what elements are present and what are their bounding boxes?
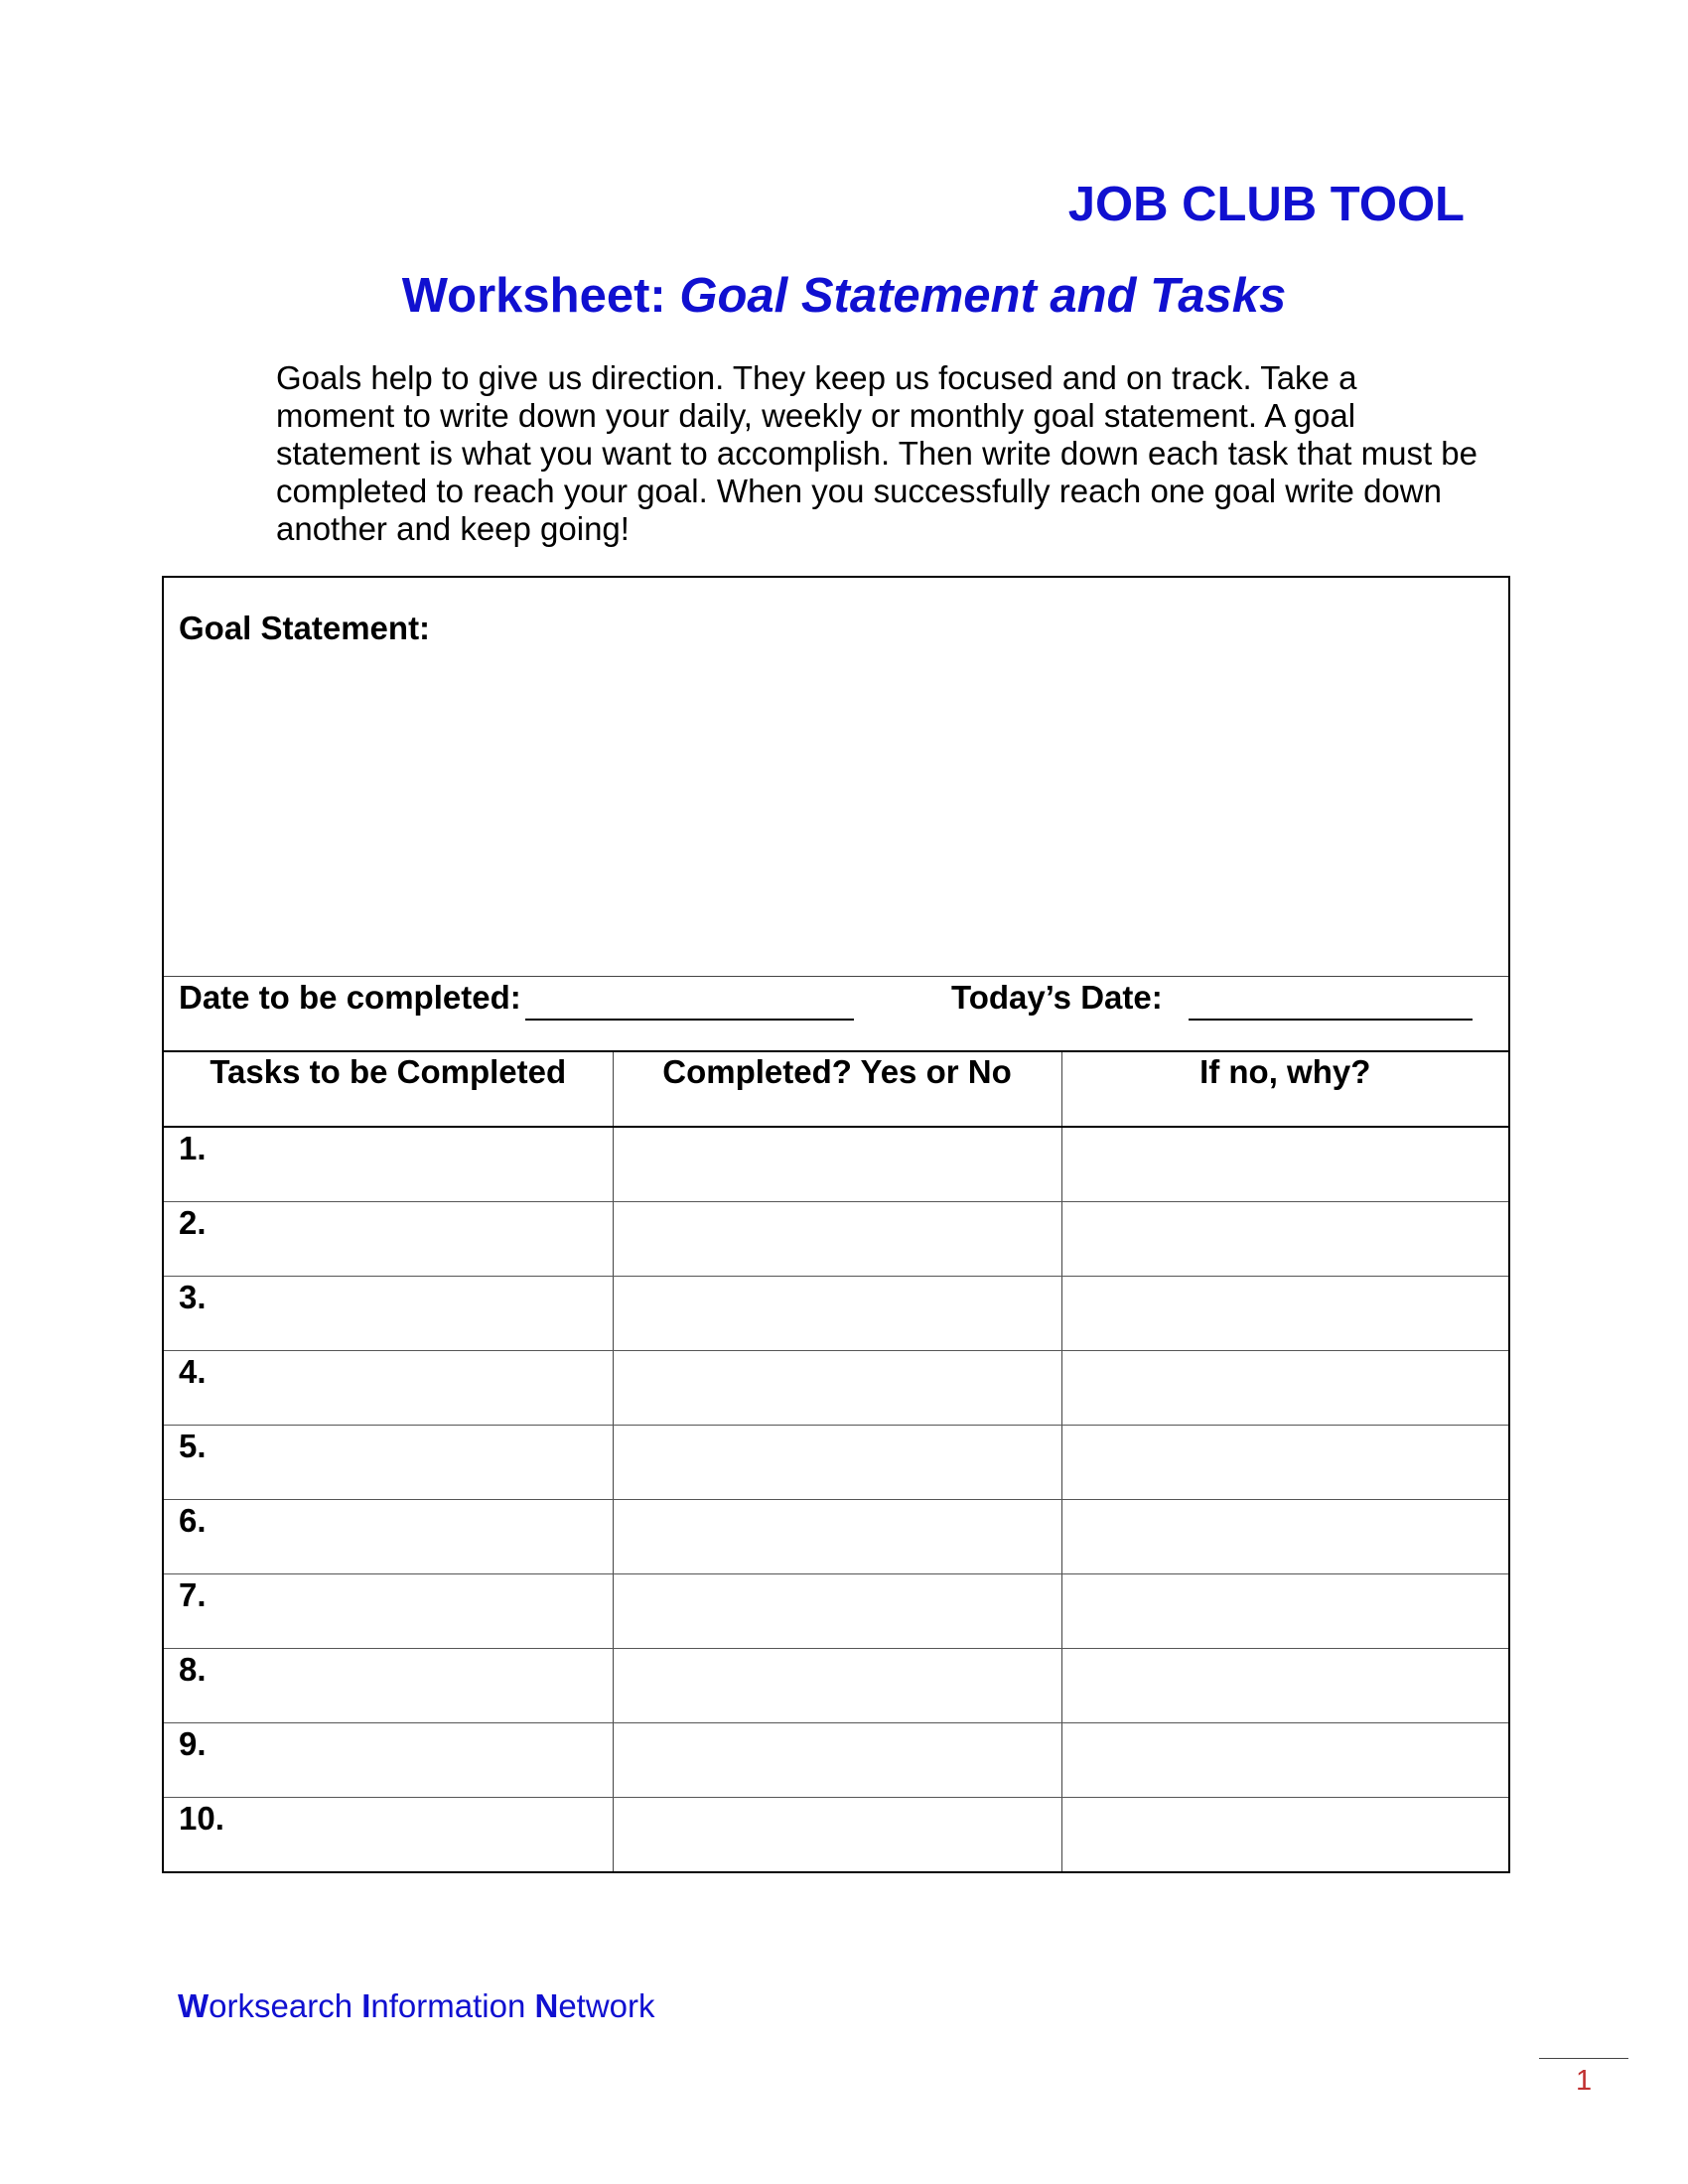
footer-initial: W xyxy=(178,1987,210,2024)
completed-cell[interactable] xyxy=(613,1573,1061,1648)
completed-cell[interactable] xyxy=(613,1201,1061,1276)
column-header-completed: Completed? Yes or No xyxy=(613,1052,1061,1127)
footer-text: orksearch xyxy=(209,1987,362,2024)
goal-statement-label: Goal Statement: xyxy=(179,610,431,646)
completed-cell[interactable] xyxy=(613,1722,1061,1797)
reason-cell[interactable] xyxy=(1061,1127,1508,1201)
table-row xyxy=(164,1276,1508,1350)
column-header-if-no-why: If no, why? xyxy=(1061,1052,1508,1127)
intro-line: moment to write down your daily, weekly or monthly goal statement. A goal xyxy=(276,397,1356,434)
table-row xyxy=(164,1425,1508,1499)
todays-date-label: Today’s Date: xyxy=(951,979,1163,1016)
task-cell[interactable]: 7. xyxy=(164,1573,613,1648)
completed-cell[interactable] xyxy=(613,1276,1061,1350)
task-cell[interactable]: 3. xyxy=(164,1276,613,1350)
table-row xyxy=(164,1648,1508,1722)
job-club-tool-label: JOB CLUB TOOL xyxy=(1067,178,1465,231)
goal-worksheet-form xyxy=(162,576,1510,1873)
footer-text: nformation xyxy=(370,1987,535,2024)
reason-cell[interactable] xyxy=(1061,1797,1508,1871)
completed-cell[interactable] xyxy=(613,1499,1061,1573)
reason-cell[interactable] xyxy=(1061,1276,1508,1350)
completed-cell[interactable] xyxy=(613,1350,1061,1425)
completed-cell[interactable] xyxy=(613,1425,1061,1499)
task-cell[interactable]: 9. xyxy=(164,1722,613,1797)
completed-cell[interactable] xyxy=(613,1127,1061,1201)
table-row xyxy=(164,1350,1508,1425)
intro-line: completed to reach your goal. When you successfully reach one goal write down xyxy=(276,473,1442,509)
completed-cell[interactable] xyxy=(613,1648,1061,1722)
date-to-be-completed-field[interactable] xyxy=(525,1019,854,1021)
footer-text: etwork xyxy=(558,1987,655,2024)
table-row xyxy=(164,1499,1508,1573)
date-to-be-completed-label: Date to be completed: xyxy=(179,979,521,1016)
reason-cell[interactable] xyxy=(1061,1350,1508,1425)
footer-organization-name xyxy=(178,1987,655,2025)
dates-row xyxy=(164,977,1508,1052)
column-header-tasks: Tasks to be Completed xyxy=(164,1052,613,1127)
task-cell[interactable]: 4. xyxy=(164,1350,613,1425)
reason-cell[interactable] xyxy=(1061,1499,1508,1573)
reason-cell[interactable] xyxy=(1061,1648,1508,1722)
completed-cell[interactable] xyxy=(613,1797,1061,1871)
task-cell[interactable]: 10. xyxy=(164,1797,613,1871)
page-number: 1 xyxy=(1576,2065,1593,2097)
table-row xyxy=(164,1127,1508,1201)
table-row xyxy=(164,1573,1508,1648)
table-row xyxy=(164,1722,1508,1797)
task-cell[interactable]: 5. xyxy=(164,1425,613,1499)
worksheet-title xyxy=(0,268,1688,324)
intro-paragraph xyxy=(276,359,1507,548)
reason-cell[interactable] xyxy=(1061,1201,1508,1276)
table-row xyxy=(164,1797,1508,1871)
worksheet-prefix: Worksheet: xyxy=(401,269,666,323)
goal-statement-field[interactable] xyxy=(164,578,1508,977)
worksheet-name: Goal Statement and Tasks xyxy=(679,269,1287,323)
reason-cell[interactable] xyxy=(1061,1722,1508,1797)
intro-line: statement is what you want to accomplish. Then write down each task that must be xyxy=(276,435,1477,472)
task-cell[interactable]: 2. xyxy=(164,1201,613,1276)
task-cell[interactable]: 6. xyxy=(164,1499,613,1573)
intro-line: Goals help to give us direction. They keep us focused and on track. Take a xyxy=(276,359,1357,396)
task-cell[interactable]: 1. xyxy=(164,1127,613,1201)
table-row xyxy=(164,1201,1508,1276)
reason-cell[interactable] xyxy=(1061,1425,1508,1499)
intro-line: another and keep going! xyxy=(276,510,630,547)
todays-date-field[interactable] xyxy=(1189,1019,1473,1021)
page-number-rule xyxy=(1539,2058,1628,2059)
footer-initial: N xyxy=(534,1987,559,2024)
tasks-table xyxy=(164,1052,1508,1871)
reason-cell[interactable] xyxy=(1061,1573,1508,1648)
task-cell[interactable]: 8. xyxy=(164,1648,613,1722)
table-header-row xyxy=(164,1052,1508,1127)
footer-initial: I xyxy=(361,1987,371,2024)
